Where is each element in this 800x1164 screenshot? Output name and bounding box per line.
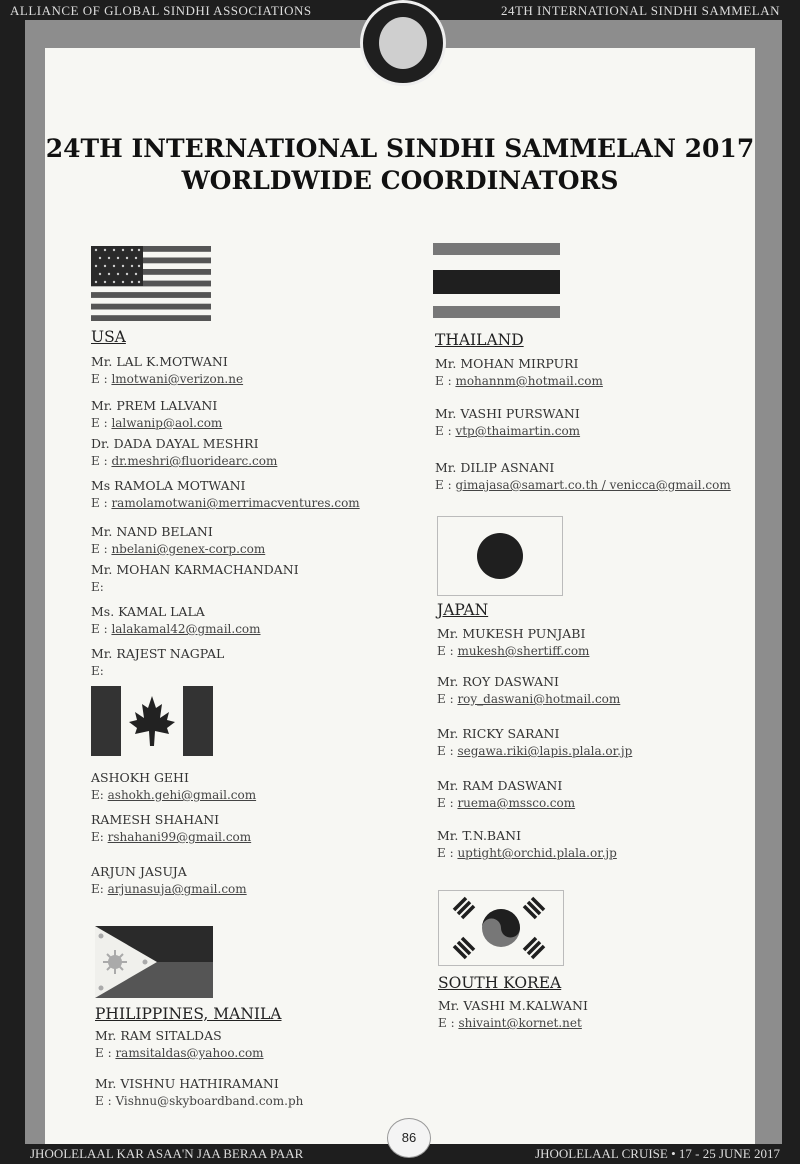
- coordinator-email: E : uptight@orchid.plala.or.jp: [437, 846, 617, 860]
- coordinator-email: E : mukesh@shertiff.com: [437, 644, 590, 658]
- coordinator-email: E : nbelani@genex-corp.com: [91, 542, 266, 556]
- coordinator-name: Ms RAMOLA MOTWANI: [91, 478, 246, 493]
- usa-flag-icon: [91, 246, 211, 321]
- coordinator-name: Mr. ROY DASWANI: [437, 674, 559, 689]
- email-link[interactable]: lalwanip@aol.com: [111, 416, 223, 430]
- country-japan: JAPAN: [437, 601, 489, 619]
- country-philippines: PHILIPPINES, MANILA: [95, 1005, 282, 1023]
- footer-left-text: JHOOLELAAL KAR ASAA'N JAA BERAA PAAR: [30, 1146, 304, 1161]
- coordinator-name: Mr. VISHNU HATHIRAMANI: [95, 1076, 279, 1091]
- page-title-line2: WORLDWIDE COORDINATORS: [181, 166, 619, 195]
- email-link[interactable]: gimajasa@samart.co.th / venicca@gmail.com: [455, 478, 731, 492]
- coordinator-name: RAMESH SHAHANI: [91, 812, 220, 827]
- email-link[interactable]: segawa.riki@lapis.plala.or.jp: [457, 744, 633, 758]
- email-text: Vishnu@skyboardband.com.ph: [115, 1094, 304, 1108]
- coordinator-name: Mr. T.N.BANI: [437, 828, 522, 843]
- coordinator-email: E : dr.meshri@fluoridearc.com: [91, 454, 278, 468]
- email-link[interactable]: rshahani99@gmail.com: [107, 830, 252, 844]
- coordinator-name: Mr. RICKY SARANI: [437, 726, 560, 741]
- coordinator-name: Mr. RAM DASWANI: [437, 778, 563, 793]
- association-logo: [360, 0, 446, 86]
- email-link[interactable]: arjunasuja@gmail.com: [107, 882, 247, 896]
- coordinator-email: E : lalakamal42@gmail.com: [91, 622, 261, 636]
- email-link[interactable]: vtp@thaimartin.com: [455, 424, 581, 438]
- email-link[interactable]: ruema@mssco.com: [457, 796, 576, 810]
- coordinator-email: E : ramolamotwani@merrimacventures.com: [91, 496, 360, 510]
- email-link[interactable]: ramsitaldas@yahoo.com: [115, 1046, 264, 1060]
- country-thailand: THAILAND: [435, 331, 524, 349]
- footer-right-text: JHOOLELAAL CRUISE • 17 - 25 JUNE 2017: [535, 1146, 780, 1161]
- coordinator-email: E:: [91, 580, 104, 594]
- coordinator-name: Mr. PREM LALVANI: [91, 398, 218, 413]
- coordinator-email: E : shivaint@kornet.net: [438, 1016, 582, 1030]
- coordinator-name: Mr. VASHI PURSWANI: [435, 406, 580, 421]
- coordinator-name: Mr. DILIP ASNANI: [435, 460, 555, 475]
- email-link[interactable]: shivaint@kornet.net: [458, 1016, 582, 1030]
- coordinator-email: E : Vishnu@skyboardband.com.ph: [95, 1094, 304, 1108]
- coordinator-email: E : vtp@thaimartin.com: [435, 424, 581, 438]
- coordinator-email: E : roy_daswani@hotmail.com: [437, 692, 621, 706]
- coordinator-name: Dr. DADA DAYAL MESHRI: [91, 436, 259, 451]
- coordinator-email: E: arjunasuja@gmail.com: [91, 882, 247, 896]
- south-korea-flag-icon: [438, 890, 564, 966]
- coordinator-email: E : ramsitaldas@yahoo.com: [95, 1046, 264, 1060]
- page-footer: [0, 1144, 800, 1164]
- coordinator-name: Mr. MOHAN KARMACHANDANI: [91, 562, 299, 577]
- philippines-flag-icon: [95, 926, 213, 998]
- japan-flag-icon: [437, 516, 563, 596]
- email-link[interactable]: nbelani@genex-corp.com: [111, 542, 266, 556]
- email-link[interactable]: lalakamal42@gmail.com: [111, 622, 261, 636]
- coordinator-name: Mr. RAJEST NAGPAL: [91, 646, 225, 661]
- coordinator-email: E : lalwanip@aol.com: [91, 416, 223, 430]
- coordinator-name: Mr. MOHAN MIRPURI: [435, 356, 579, 371]
- canada-flag-icon: [91, 686, 213, 756]
- email-link[interactable]: mohannm@hotmail.com: [455, 374, 603, 388]
- header-right-text: 24TH INTERNATIONAL SINDHI SAMMELAN: [500, 3, 780, 18]
- coordinator-name: ASHOKH GEHI: [91, 770, 189, 785]
- email-link[interactable]: uptight@orchid.plala.or.jp: [457, 846, 617, 860]
- coordinator-email: E: ashokh.gehi@gmail.com: [91, 788, 257, 802]
- coordinator-email: E : lmotwani@verizon.ne: [91, 372, 244, 386]
- email-link[interactable]: mukesh@shertiff.com: [457, 644, 590, 658]
- coordinator-email: E : gimajasa@samart.co.th / venicca@gmail.com: [435, 478, 731, 492]
- coordinator-name: Mr. LAL K.MOTWANI: [91, 354, 228, 369]
- email-link[interactable]: lmotwani@verizon.ne: [111, 372, 244, 386]
- country-south-korea: SOUTH KOREA: [438, 974, 562, 992]
- thailand-flag-icon: [433, 243, 560, 318]
- coordinator-name: Mr. MUKESH PUNJABI: [437, 626, 586, 641]
- coordinator-name: Mr. RAM SITALDAS: [95, 1028, 222, 1043]
- email-link[interactable]: ashokh.gehi@gmail.com: [107, 788, 257, 802]
- page-title-line1: 24TH INTERNATIONAL SINDHI SAMMELAN 2017: [45, 134, 755, 163]
- coordinator-email: E : ruema@mssco.com: [437, 796, 576, 810]
- email-link[interactable]: roy_daswani@hotmail.com: [457, 692, 621, 706]
- coordinator-email: E : segawa.riki@lapis.plala.or.jp: [437, 744, 633, 758]
- email-link[interactable]: dr.meshri@fluoridearc.com: [111, 454, 278, 468]
- coordinator-name: Mr. VASHI M.KALWANI: [438, 998, 588, 1013]
- coordinator-email: E:: [91, 664, 104, 678]
- coordinator-name: Mr. NAND BELANI: [91, 524, 213, 539]
- coordinator-name: Ms. KAMAL LALA: [91, 604, 205, 619]
- header-left-text: ALLIANCE OF GLOBAL SINDHI ASSOCIATIONS: [10, 3, 312, 18]
- coordinator-email: E: rshahani99@gmail.com: [91, 830, 252, 844]
- email-link[interactable]: ramolamotwani@merrimacventures.com: [111, 496, 360, 510]
- coordinator-email: E : mohannm@hotmail.com: [435, 374, 603, 388]
- logo-emblem: [379, 17, 427, 69]
- country-usa: USA: [91, 328, 126, 346]
- coordinator-name: ARJUN JASUJA: [91, 864, 187, 879]
- page-number: 86: [387, 1118, 431, 1158]
